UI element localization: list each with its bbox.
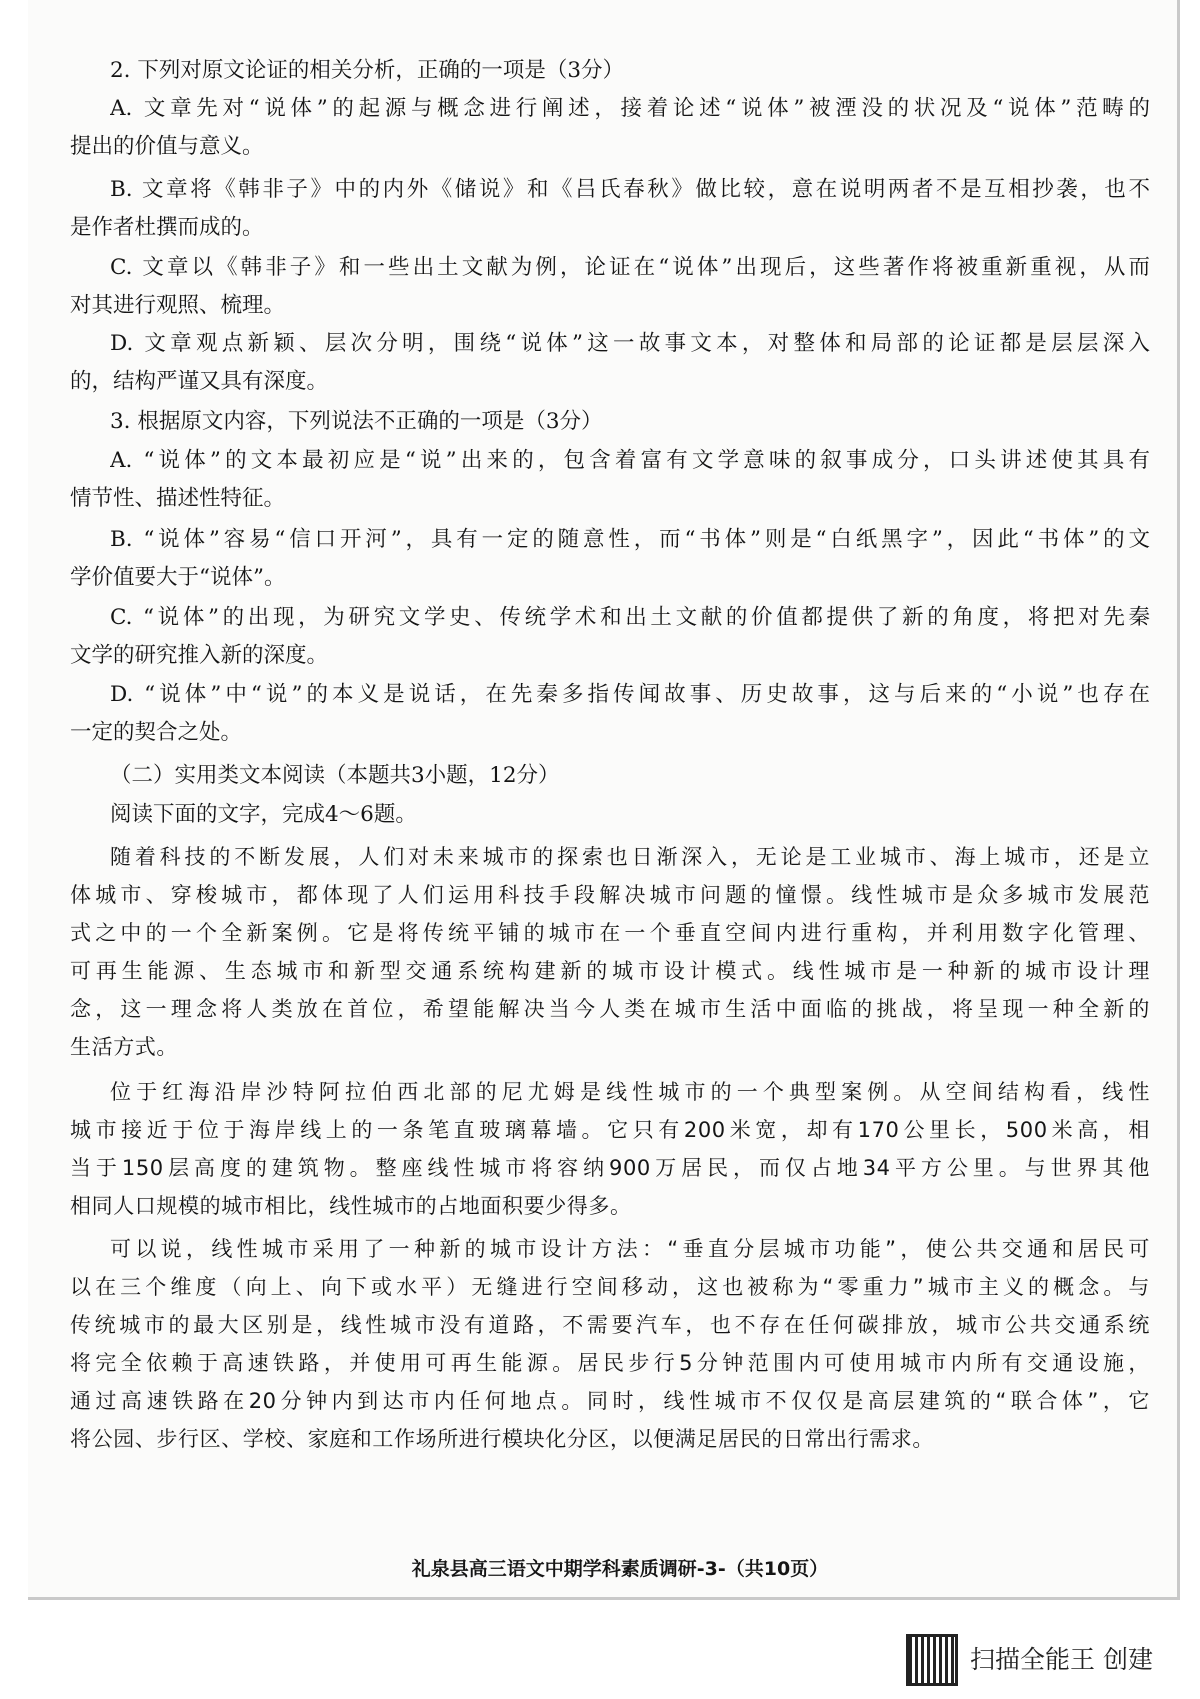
q2-option-d-line1: D. 文章观点新颖、层次分明，围绕“说体”这一故事文本，对整体和局部的论证都是层层深入 (110, 331, 1150, 356)
passage-p2-line2: 城市接近于位于海岸线上的一条笔直玻璃幕墙。它只有200米宽，却有170公里长，500米高，相 (70, 1118, 1150, 1142)
q2-option-d-line2: 的，结构严谨又具有深度。 (70, 369, 329, 394)
passage-p2-line3: 当于150层高度的建筑物。整座线性城市将容纳900万居民，而仅占地34平方公里。与世界其他 (70, 1156, 1150, 1180)
passage-p3-line6: 将公园、步行区、学校、家庭和工作场所进行模块化分区，以便满足居民的日常出行需求。 (70, 1427, 934, 1451)
q3-stem: 3. 根据原文内容，下列说法不正确的一项是（3分） (110, 409, 603, 434)
passage-p2-line4: 相同人口规模的城市相比，线性城市的占地面积要少得多。 (70, 1194, 632, 1218)
passage-p1-line2: 体城市、穿梭城市，都体现了人们运用科技手段解决城市问题的憧憬。线性城市是众多城市发展范 (70, 883, 1150, 907)
passage-p1-line4: 可再生能源、生态城市和新型交通系统构建新的城市设计模式。线性城市是一种新的城市设计理 (70, 959, 1150, 983)
q2-option-b-line1: B. 文章将《韩非子》中的内外《储说》和《吕氏春秋》做比较，意在说明两者不是互相抄袭，也不 (110, 177, 1150, 202)
passage-p1-line1: 随着科技的不断发展，人们对未来城市的探索也日渐深入，无论是工业城市、海上城市，还是立 (110, 845, 1150, 869)
q2-option-c-line1: C. 文章以《韩非子》和一些出土文献为例，论证在“说体”出现后，这些著作将被重新重视，从而 (110, 255, 1150, 280)
q3-option-b-line2: 学价值要大于“说体”。 (70, 565, 286, 590)
q2-option-a-line2: 提出的价值与意义。 (70, 134, 264, 159)
page-footer: 礼泉县高三语文中期学科素质调研-3-（共10页） (411, 1558, 829, 1580)
passage-p2-line1: 位于红海沿岸沙特阿拉伯西北部的尼尤姆是线性城市的一个典型案例。从空间结构看，线性 (110, 1080, 1150, 1104)
q2-option-c-line2: 对其进行观照、梳理。 (70, 293, 286, 318)
passage-p1-line3: 式之中的一个全新案例。它是将传统平铺的城市在一个垂直空间内进行重构，并利用数字化管理、 (70, 921, 1150, 945)
q3-option-c-line1: C. “说体”的出现，为研究文学史、传统学术和出土文献的价值都提供了新的角度，将把对先秦 (110, 605, 1150, 630)
exam-page (28, 0, 1180, 1600)
passage-p3-line2: 以在三个维度（向上、向下或水平）无缝进行空间移动，这也被称为“零重力”城市主义的概念。与 (70, 1275, 1150, 1299)
passage-p1-line6: 生活方式。 (70, 1035, 178, 1059)
q3-option-a-line1: A. “说体”的文本最初应是“说”出来的，包含着富有文学意味的叙事成分，口头讲述使其具有 (110, 448, 1150, 473)
section-instruction: 阅读下面的文字，完成4～6题。 (110, 802, 417, 827)
q3-option-c-line2: 文学的研究推入新的深度。 (70, 643, 329, 668)
q3-option-b-line1: B. “说体”容易“信口开河”，具有一定的随意性，而“书体”则是“白纸黑字”，因此“书体”的文 (110, 527, 1150, 552)
q3-option-d-line1: D. “说体”中“说”的本义是说话，在先秦多指传闻故事、历史故事，这与后来的“小说”也存在 (110, 682, 1150, 707)
scanner-watermark (906, 1634, 1176, 1686)
section-heading: （二）实用类文本阅读（本题共3小题，12分） (110, 763, 560, 788)
passage-p1-line5: 念，这一理念将人类放在首位，希望能解决当今人类在城市生活中面临的挑战，将呈现一种全新的 (70, 997, 1150, 1021)
passage-p3-line5: 通过高速铁路在20分钟内到达市内任何地点。同时，线性城市不仅仅是高层建筑的“联合体”，它 (70, 1389, 1150, 1413)
passage-p3-line4: 将完全依赖于高速铁路，并使用可再生能源。居民步行5分钟范围内可使用城市内所有交通设施， (70, 1351, 1150, 1375)
q3-option-a-line2: 情节性、描述性特征。 (70, 486, 286, 511)
q3-option-d-line2: 一定的契合之处。 (70, 720, 243, 745)
q2-stem: 2. 下列对原文论证的相关分析，正确的一项是（3分） (110, 58, 625, 83)
qr-code-icon (906, 1634, 958, 1686)
watermark-text: 扫描全能王 创建 (970, 1645, 1153, 1674)
passage-p3-line1: 可以说，线性城市采用了一种新的城市设计方法：“垂直分层城市功能”，使公共交通和居民可 (110, 1237, 1150, 1261)
passage-p3-line3: 传统城市的最大区别是，线性城市没有道路，不需要汽车，也不存在任何碳排放，城市公共交通系统 (70, 1313, 1150, 1337)
q2-option-a-line1: A. 文章先对“说体”的起源与概念进行阐述，接着论述“说体”被湮没的状况及“说体”范畴的 (110, 96, 1150, 121)
q2-option-b-line2: 是作者杜撰而成的。 (70, 215, 264, 240)
